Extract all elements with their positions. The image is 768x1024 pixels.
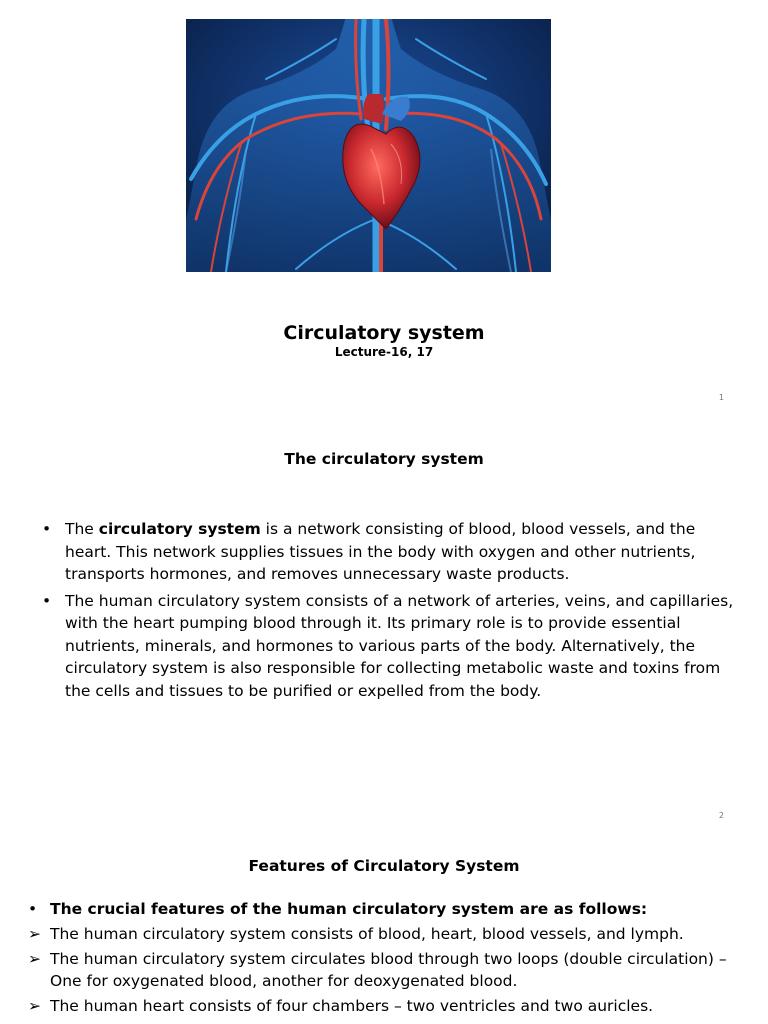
arrow-bullet-icon: ➢ — [28, 997, 41, 1015]
bullet-text-post: is a network consisting of blood, blood vessels, and the heart. This network supplies tissues in the body with oxygen and other nutrients, transports hormones, and removes unnecessary waste products. — [65, 520, 696, 583]
intro-text: The crucial features of the human circulatory system are as follows: — [50, 900, 648, 918]
list-item-intro — [28, 898, 740, 920]
page-number-1: 1 — [718, 393, 724, 402]
feature-text: The human heart consists of four chambers – two ventricles and two auricles. — [50, 997, 654, 1015]
slide3-heading: Features of Circulatory System — [248, 857, 520, 875]
bullet-text-pre: The — [65, 520, 99, 538]
bullet-marker: • — [28, 900, 38, 918]
bullet-text: The human circulatory system consists of a network of arteries, veins, and capillaries, with the heart pumping blood through it. Its primary role is to provide essential nutrients, minerals, and hormones to various parts of the body. Alternatively, the circulatory system is also responsible for collecting metabolic waste and toxins from the cells and tissues to be purified or expelled from the body. — [65, 591, 734, 700]
bullet-marker: • — [42, 520, 52, 538]
slide-subtitle: Lecture-16, 17 — [334, 345, 434, 359]
page-number-2: 2 — [718, 811, 724, 820]
list-item — [42, 518, 735, 586]
list-item — [42, 590, 735, 703]
heart-illustration-svg — [186, 19, 551, 272]
heart-illustration — [186, 19, 551, 272]
slide2-bullet-list — [42, 518, 735, 706]
feature-text: The human circulatory system consists of blood, heart, blood vessels, and lymph. — [50, 925, 684, 943]
slide3-feature-list — [28, 898, 740, 1020]
arrow-bullet-icon: ➢ — [28, 950, 41, 968]
list-item — [28, 995, 740, 1017]
arrow-bullet-icon: ➢ — [28, 925, 41, 943]
list-item — [28, 948, 740, 992]
list-item — [28, 923, 740, 945]
bullet-text-bold: circulatory system — [98, 520, 261, 538]
slide2-heading: The circulatory system — [284, 450, 484, 468]
feature-text: The human circulatory system circulates blood through two loops (double circulation) – One for oxygenated blood, another for deoxygenated blood. — [50, 950, 727, 990]
bullet-marker: • — [42, 591, 52, 610]
slide-title: Circulatory system — [283, 322, 485, 344]
